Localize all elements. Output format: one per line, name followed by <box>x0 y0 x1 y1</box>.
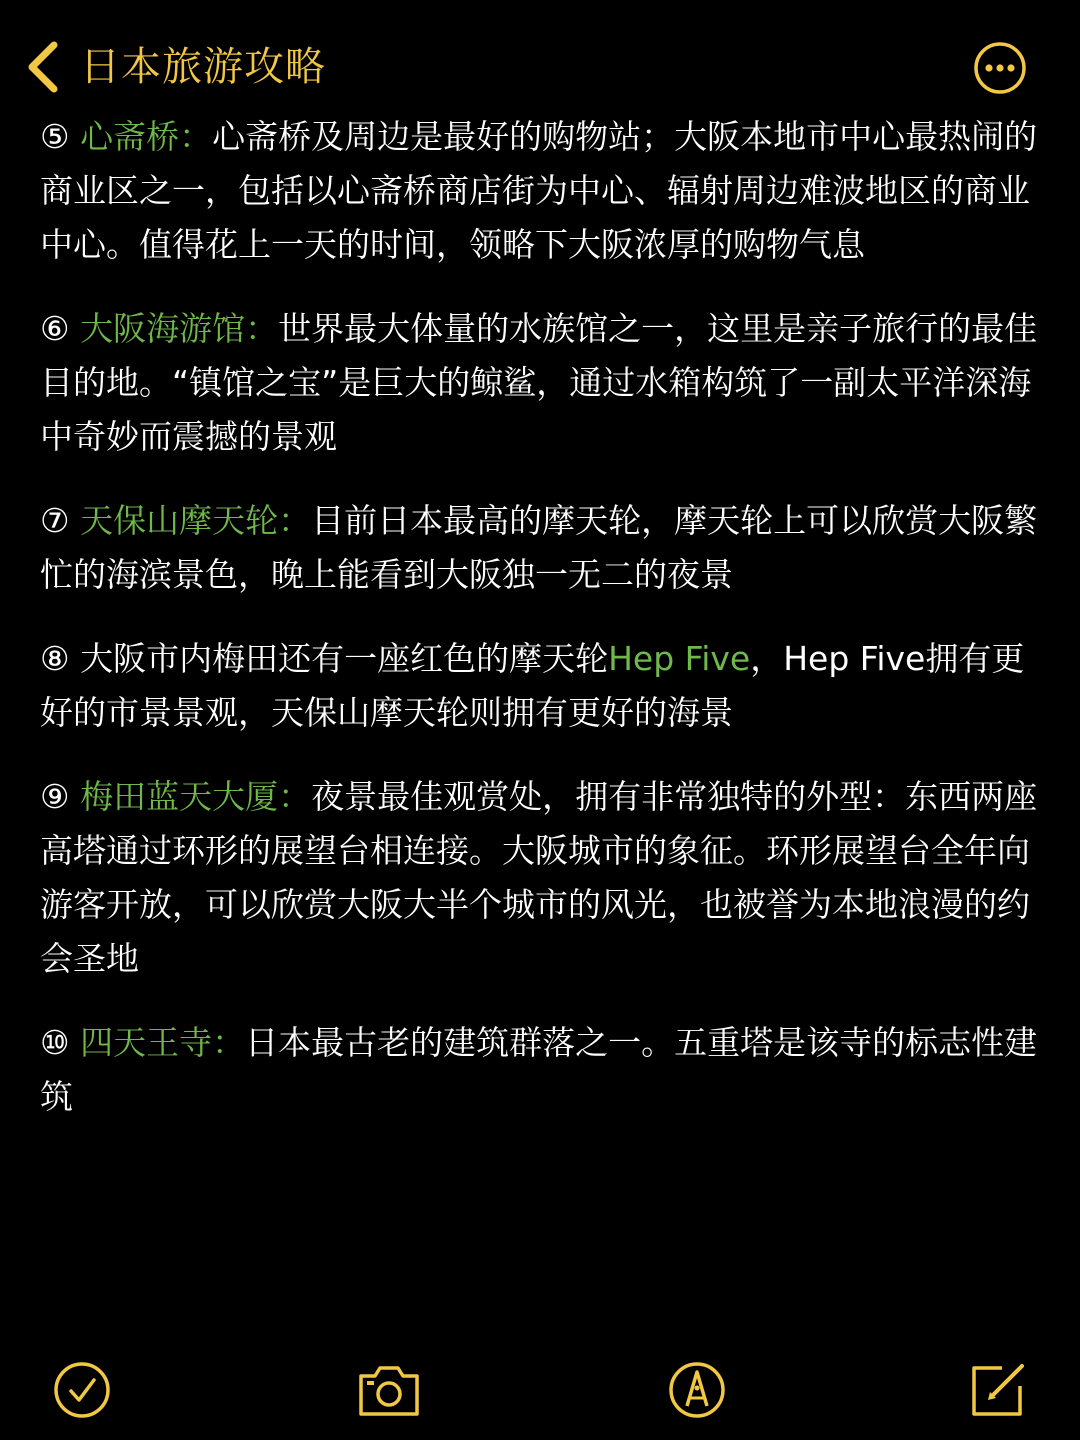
item-title: 四天王寺： <box>80 1023 246 1062</box>
camera-button[interactable] <box>355 1358 423 1422</box>
note-paragraph-7 <box>40 494 1040 602</box>
note-paragraph-10 <box>40 1016 1040 1124</box>
note-paragraph-5 <box>40 110 1040 272</box>
item-description: 世界最大体量的水族馆之一，这里是亲子旅行的最佳目的地。“镇馆之宝”是巨大的鲸鲨，通过水箱构筑了一副太平洋深海中奇妙而震撼的景观 <box>40 309 1038 456</box>
item-number: ⑧ <box>40 639 81 678</box>
compose-icon <box>966 1358 1030 1422</box>
item-number: ⑦ <box>40 501 81 540</box>
item-title: Hep Five <box>608 639 751 678</box>
item-title: 天保山摩天轮： <box>80 501 312 540</box>
item-number: ⑥ <box>40 309 81 348</box>
ellipsis-circle-icon <box>972 40 1028 96</box>
item-intro: 大阪市内梅田还有一座红色的摩天轮 <box>80 639 609 678</box>
note-paragraph-6 <box>40 302 1040 464</box>
item-number: ⑨ <box>40 777 81 816</box>
markup-button[interactable] <box>665 1358 729 1422</box>
item-title: 梅田蓝天大厦： <box>80 777 312 816</box>
markup-pen-icon <box>665 1358 729 1422</box>
back-button[interactable] <box>22 36 326 98</box>
checklist-button[interactable] <box>50 1358 114 1422</box>
bottom-toolbar <box>0 1350 1080 1430</box>
item-description: 心斋桥及周边是最好的购物站；大阪本地市中心最热闹的商业区之一，包括以心斋桥商店街为中心、辐射周边难波地区的商业中心。值得花上一天的时间，领略下大阪浓厚的购物气息 <box>40 117 1038 264</box>
navigation-bar <box>0 0 1080 110</box>
back-button-label: 日本旅游攻略 <box>80 44 326 90</box>
camera-icon <box>355 1358 423 1422</box>
checklist-icon <box>50 1358 114 1422</box>
item-title: 心斋桥： <box>80 117 213 156</box>
item-description: 夜景最佳观赏处，拥有非常独特的外型：东西两座高塔通过环形的展望台相连接。大阪城市的象征。环形展望台全年向游客开放，可以欣赏大阪大半个城市的风光，也被誉为本地浪漫的约会圣地 <box>40 777 1038 978</box>
item-description: ，Hep Five拥有更好的市景景观，天保山摩天轮则拥有更好的海景 <box>40 639 1025 732</box>
note-content[interactable] <box>40 110 1040 1154</box>
item-description: 日本最古老的建筑群落之一。五重塔是该寺的标志性建筑 <box>40 1023 1038 1116</box>
item-title: 大阪海游馆： <box>80 309 279 348</box>
compose-note-button[interactable] <box>966 1358 1030 1422</box>
more-options-button[interactable] <box>972 40 1028 96</box>
item-number: ⑩ <box>40 1023 81 1062</box>
item-description: 目前日本最高的摩天轮，摩天轮上可以欣赏大阪繁忙的海滨景色，晚上能看到大阪独一无二的夜景 <box>40 501 1038 594</box>
item-number: ⑤ <box>40 117 81 156</box>
note-paragraph-9 <box>40 770 1040 986</box>
chevron-left-icon <box>22 39 62 95</box>
note-paragraph-8 <box>40 632 1040 740</box>
